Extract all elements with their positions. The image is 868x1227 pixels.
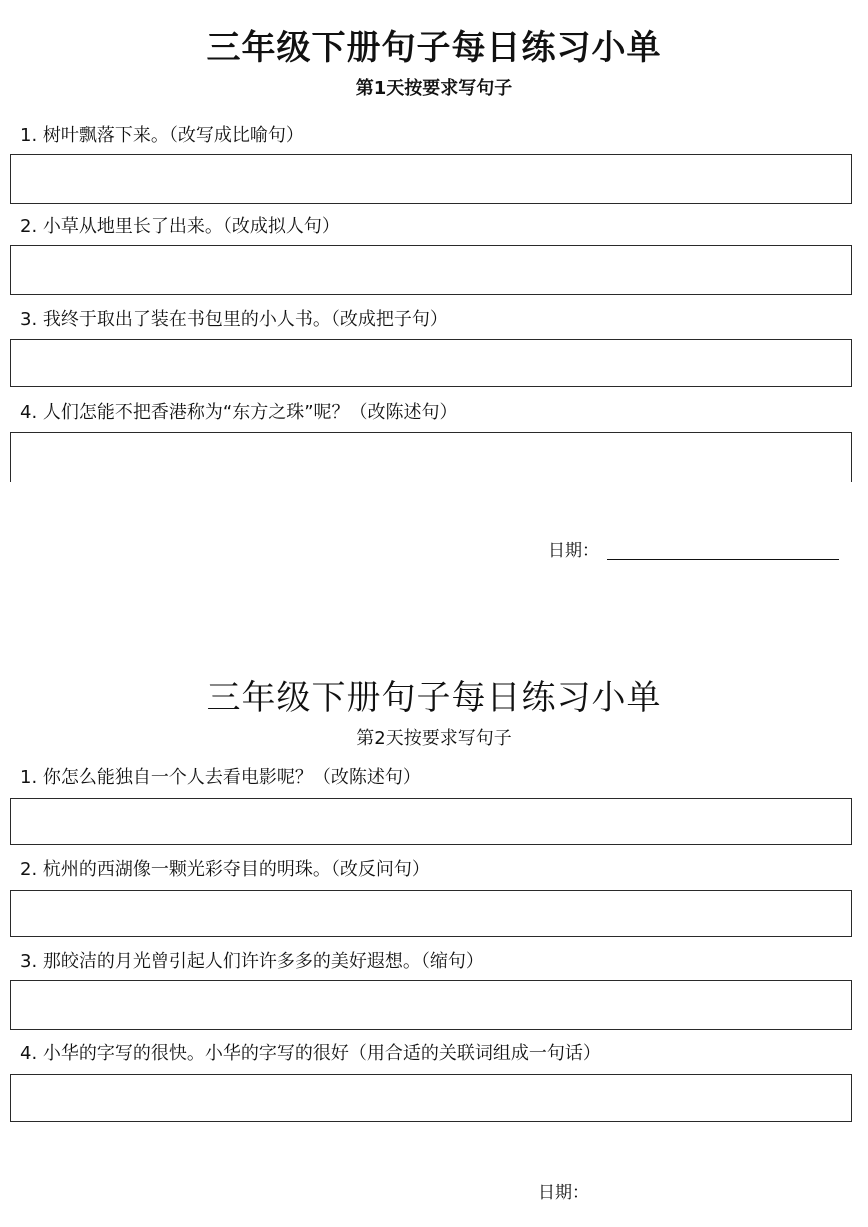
question-1: 1. 树叶飘落下来。（改写成比喻句） xyxy=(20,125,304,146)
question-3: 3. 那皎洁的月光曾引起人们许许多多的美好遐想。（缩句） xyxy=(20,951,484,972)
worksheet-subtitle: 第1天按要求写句子 xyxy=(355,78,513,99)
question-2: 2. 小草从地里长了出来。（改成拟人句） xyxy=(20,216,340,237)
question-3: 3. 我终于取出了装在书包里的小人书。（改成把子句） xyxy=(20,309,448,330)
worksheet-title: 三年级下册句子每日练习小单 xyxy=(206,28,662,68)
worksheet-title: 三年级下册句子每日练习小单 xyxy=(206,678,662,718)
date-label: 日期： xyxy=(548,541,599,561)
answer-box-3[interactable] xyxy=(10,980,852,1030)
answer-box-1[interactable] xyxy=(10,154,852,204)
worksheet-subtitle: 第2天按要求写句子 xyxy=(356,728,512,749)
date-label: 日期： xyxy=(538,1183,589,1203)
date-field[interactable] xyxy=(607,559,839,560)
question-4: 4. 小华的字写的很快。小华的字写的很好（用合适的关联词组成一句话） xyxy=(20,1043,601,1064)
answer-box-4[interactable] xyxy=(10,432,852,482)
answer-box-4[interactable] xyxy=(10,1074,852,1122)
answer-box-1[interactable] xyxy=(10,798,852,845)
answer-box-2[interactable] xyxy=(10,245,852,295)
answer-box-3[interactable] xyxy=(10,339,852,387)
question-4: 4. 人们怎能不把香港称为“东方之珠”呢？（改陈述句） xyxy=(20,402,458,423)
question-2: 2. 杭州的西湖像一颗光彩夺目的明珠。（改反问句） xyxy=(20,859,430,880)
question-1: 1. 你怎么能独自一个人去看电影呢？（改陈述句） xyxy=(20,767,421,788)
answer-box-2[interactable] xyxy=(10,890,852,937)
